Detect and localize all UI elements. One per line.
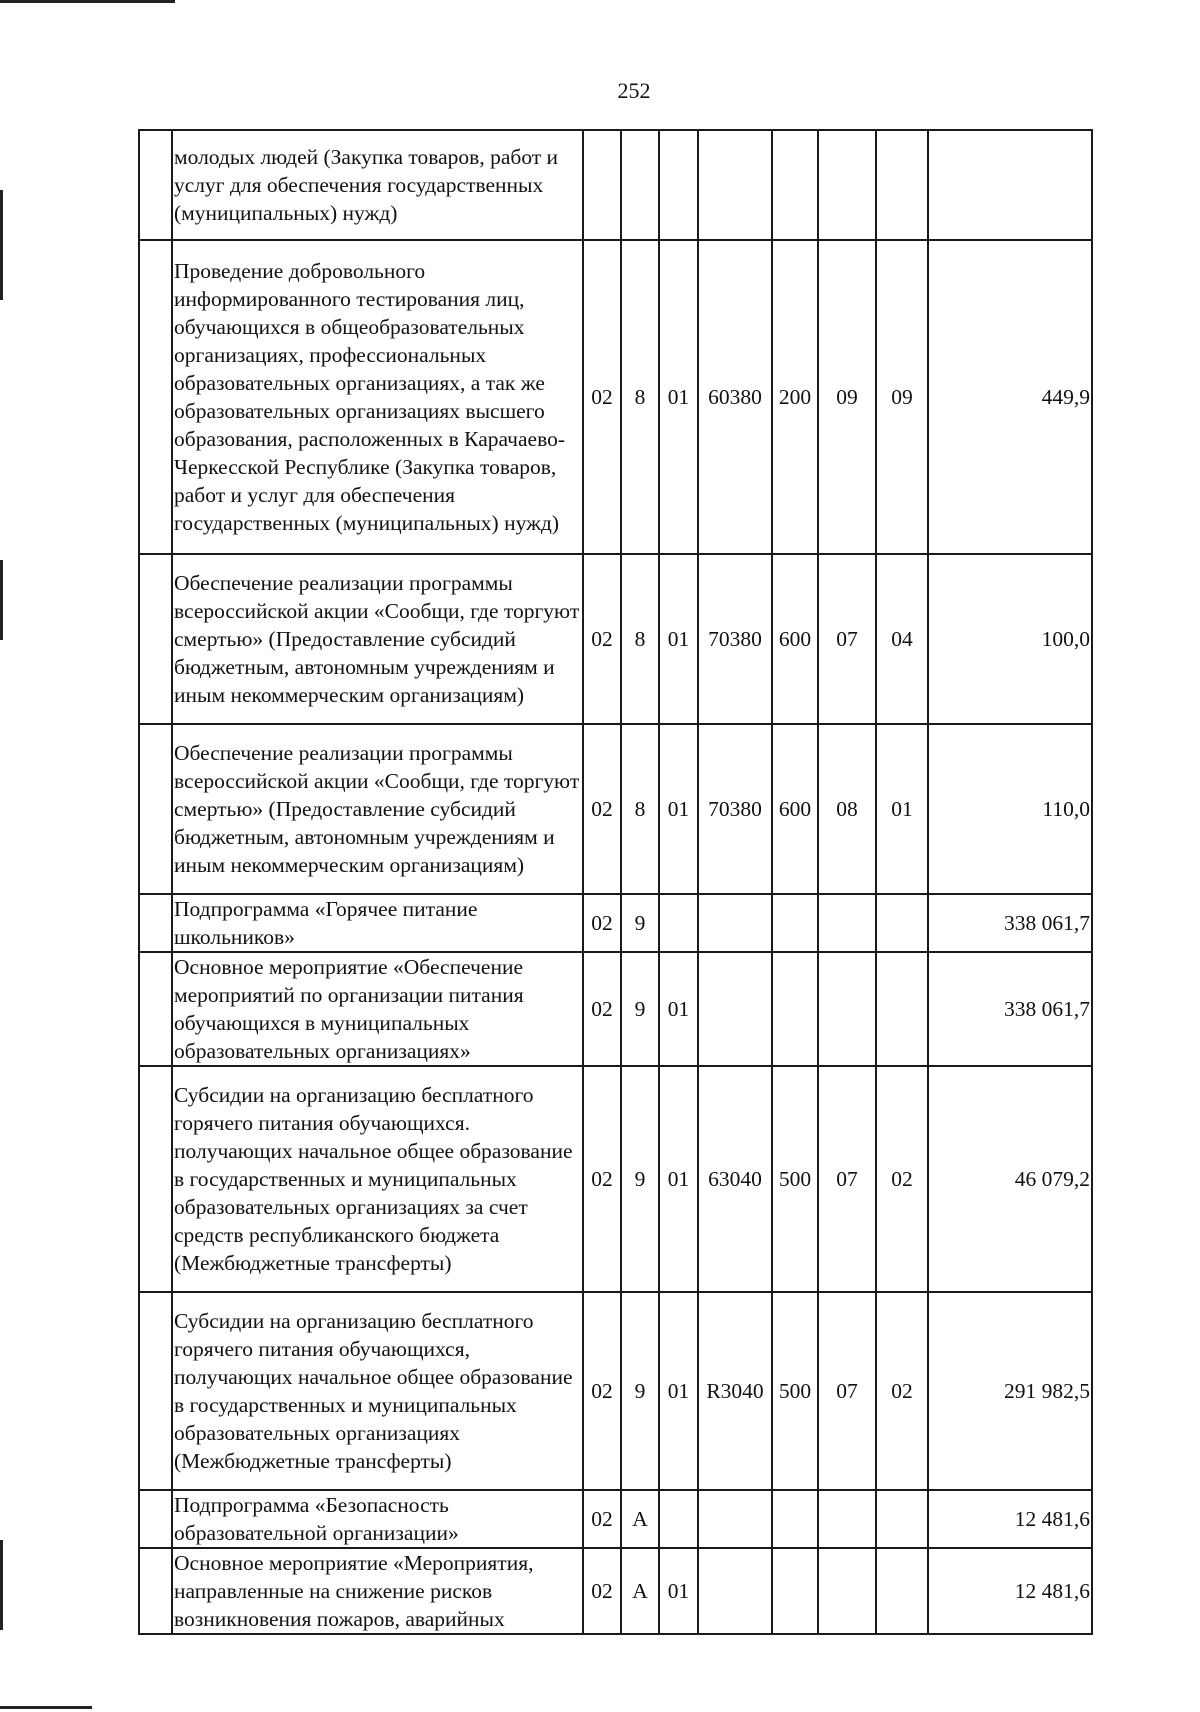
code-4 (698, 894, 772, 952)
code-5 (772, 952, 818, 1066)
table-row (139, 1066, 1092, 1292)
code-5 (772, 1548, 818, 1634)
code-7: 09 (876, 240, 928, 554)
code-7: 02 (876, 1066, 928, 1292)
code-5: 500 (772, 1066, 818, 1292)
code-4 (698, 1490, 772, 1548)
sum-cell: 338 061,7 (928, 894, 1092, 952)
code-6: 08 (818, 724, 876, 894)
code-3: 01 (659, 724, 698, 894)
row-number-cell (139, 130, 172, 240)
sum-cell: 46 079,2 (928, 1066, 1092, 1292)
table-row (139, 130, 1092, 240)
row-name: Подпрограмма «Безопасность образовательной организации» (172, 1490, 583, 1548)
code-6 (818, 894, 876, 952)
row-number-cell (139, 1490, 172, 1548)
row-number-cell (139, 724, 172, 894)
code-4 (698, 130, 772, 240)
sum-cell: 338 061,7 (928, 952, 1092, 1066)
code-7 (876, 894, 928, 952)
code-2: 8 (621, 724, 659, 894)
sum-cell: 291 982,5 (928, 1292, 1092, 1490)
row-number-cell (139, 240, 172, 554)
scan-edge-mark (0, 1706, 92, 1709)
table-row (139, 1292, 1092, 1490)
table-row (139, 1548, 1092, 1634)
code-6: 07 (818, 1066, 876, 1292)
code-4 (698, 1548, 772, 1634)
table-row (139, 724, 1092, 894)
scan-edge-mark (0, 190, 3, 300)
sum-cell: 110,0 (928, 724, 1092, 894)
code-1 (583, 130, 621, 240)
row-name: Подпрограмма «Горячее питание школьников» (172, 894, 583, 952)
code-4 (698, 952, 772, 1066)
code-7: 01 (876, 724, 928, 894)
code-6 (818, 130, 876, 240)
row-name: Обеспечение реализации программы всероссийской акции «Сообщи, где торгуют смертью» (Предоставление субсидий бюджетным, автономным учреждениям и иным некоммерческим организациям) (172, 724, 583, 894)
code-3: 01 (659, 1066, 698, 1292)
code-3 (659, 1490, 698, 1548)
code-1: 02 (583, 952, 621, 1066)
row-name: Субсидии на организацию бесплатного горячего питания обучающихся. получающих начальное общее образование в государственных и муниципальных образовательных организациях за счет средств республиканского бюджета (Межбюджетные трансферты) (172, 1066, 583, 1292)
code-6 (818, 952, 876, 1066)
code-3 (659, 130, 698, 240)
scan-edge-mark (0, 560, 3, 640)
code-1: 02 (583, 1548, 621, 1634)
code-4: 60380 (698, 240, 772, 554)
code-5 (772, 894, 818, 952)
table-row (139, 240, 1092, 554)
code-3: 01 (659, 1292, 698, 1490)
sum-cell: 12 481,6 (928, 1548, 1092, 1634)
code-1: 02 (583, 240, 621, 554)
budget-table (138, 129, 1093, 1635)
code-6 (818, 1548, 876, 1634)
code-5 (772, 1490, 818, 1548)
code-1: 02 (583, 1292, 621, 1490)
code-5: 500 (772, 1292, 818, 1490)
code-2 (621, 130, 659, 240)
code-3: 01 (659, 952, 698, 1066)
code-4: R3040 (698, 1292, 772, 1490)
scan-edge-mark (0, 0, 175, 3)
row-number-cell (139, 894, 172, 952)
row-name: Субсидии на организацию бесплатного горячего питания обучающихся, получающих начальное общее образование в государственных и муниципальных образовательных организациях (Межбюджетные трансферты) (172, 1292, 583, 1490)
code-5: 200 (772, 240, 818, 554)
code-1: 02 (583, 894, 621, 952)
row-name: молодых людей (Закупка товаров, работ и услуг для обеспечения государственных (муниципальных) нужд) (172, 130, 583, 240)
code-2: 8 (621, 240, 659, 554)
sum-cell: 449,9 (928, 240, 1092, 554)
code-3: 01 (659, 240, 698, 554)
sum-cell: 12 481,6 (928, 1490, 1092, 1548)
code-6: 09 (818, 240, 876, 554)
code-7 (876, 1548, 928, 1634)
row-number-cell (139, 1292, 172, 1490)
code-2: А (621, 1548, 659, 1634)
code-5: 600 (772, 724, 818, 894)
row-number-cell (139, 952, 172, 1066)
code-6: 07 (818, 554, 876, 724)
code-7 (876, 952, 928, 1066)
code-4: 70380 (698, 724, 772, 894)
code-1: 02 (583, 1490, 621, 1548)
code-5: 600 (772, 554, 818, 724)
code-1: 02 (583, 554, 621, 724)
row-number-cell (139, 1066, 172, 1292)
code-2: А (621, 1490, 659, 1548)
code-1: 02 (583, 724, 621, 894)
code-2: 8 (621, 554, 659, 724)
code-7 (876, 1490, 928, 1548)
code-7 (876, 130, 928, 240)
code-6 (818, 1490, 876, 1548)
code-3 (659, 894, 698, 952)
table-row (139, 894, 1092, 952)
code-4: 70380 (698, 554, 772, 724)
code-1: 02 (583, 1066, 621, 1292)
table-row (139, 554, 1092, 724)
row-number-cell (139, 1548, 172, 1634)
table-row (139, 1490, 1092, 1548)
code-2: 9 (621, 1066, 659, 1292)
code-4: 63040 (698, 1066, 772, 1292)
code-7: 02 (876, 1292, 928, 1490)
row-name: Основное мероприятие «Мероприятия, направленные на снижение рисков возникновения пожаров, аварийных (172, 1548, 583, 1634)
sum-cell (928, 130, 1092, 240)
table-row (139, 952, 1092, 1066)
code-7: 04 (876, 554, 928, 724)
code-3: 01 (659, 1548, 698, 1634)
code-2: 9 (621, 1292, 659, 1490)
scan-edge-mark (0, 1540, 3, 1630)
row-number-cell (139, 554, 172, 724)
code-2: 9 (621, 894, 659, 952)
page-number: 252 (617, 78, 651, 103)
row-name: Основное мероприятие «Обеспечение мероприятий по организации питания обучающихся в муниципальных образовательных организациях» (172, 952, 583, 1066)
row-name: Проведение добровольного информированного тестирования лиц, обучающихся в общеобразовательных организациях, профессиональных образовательных организациях, а так же образовательных организациях высшего образования, расположенных в Карачаево-Черкесской Республике (Закупка товаров, работ и услуг для обеспечения государственных (муниципальных) нужд) (172, 240, 583, 554)
row-name: Обеспечение реализации программы всероссийской акции «Сообщи, где торгуют смертью» (Предоставление субсидий бюджетным, автономным учреждениям и иным некоммерческим организациям) (172, 554, 583, 724)
sum-cell: 100,0 (928, 554, 1092, 724)
code-3: 01 (659, 554, 698, 724)
code-2: 9 (621, 952, 659, 1066)
code-5 (772, 130, 818, 240)
code-6: 07 (818, 1292, 876, 1490)
